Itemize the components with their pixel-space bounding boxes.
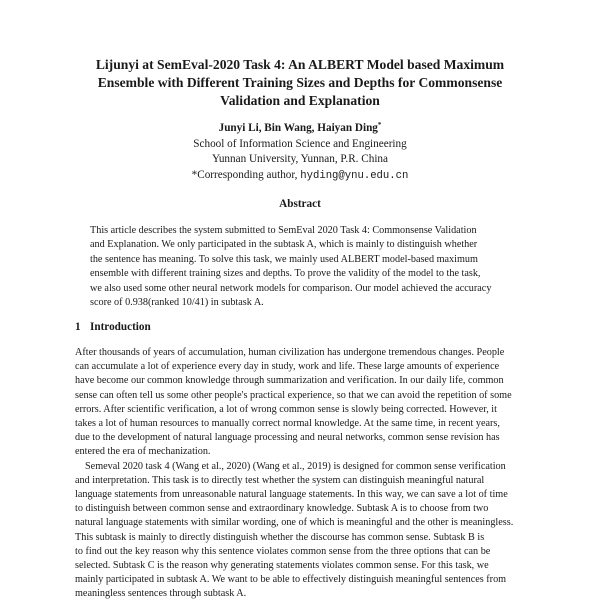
paper-title [70,56,530,110]
abstract-line: ensemble with different training sizes and depths. To prove the validity of the model to the task, [90,268,481,280]
author-names: Junyi Li, Bin Wang, Haiyan Ding* [218,121,382,134]
body-line: entered the era of mechanization. [75,446,211,458]
abstract-line: score of 0.938(ranked 10/41) in subtask A. [90,297,264,309]
title-line: Ensemble with Different Training Sizes and Depths for Commonsense [97,75,503,90]
body-line: can accumulate a lot of experience every day in study, work and life. These large amounts of experience [75,361,500,373]
body-line: selected. Subtask C is the reason why generating statements violates common sense. For this task, we [75,560,489,572]
section-title: Introduction [90,321,151,333]
body-line: Semeval 2020 task 4 (Wang et al., 2020) (Wang et al., 2019) is designed for common sense verification [85,460,506,472]
body-line: to find out the key reason why this sentence violates common sense from the three options that can be [75,545,491,557]
abstract-text [90,224,510,310]
body-line: have become our common knowledge through summarization and verification. In our daily life, common [75,375,504,387]
body-line: due to the development of natural language processing and neural networks, common sense revision has [75,432,500,444]
corresponding-author: *Corresponding author, hyding@ynu.edu.cn [191,168,409,182]
abstract-line: the sentence has meaning. To solve this task, we mainly used ALBERT model-based maximum [90,253,478,265]
abstract-heading: Abstract [279,198,321,210]
body-line: This subtask is mainly to directly distinguish whether the discourse has common sense. Subtask B is [75,531,485,543]
body-line: errors. After scientific verification, a lot of wrong common sense is slowly being corrected. However, it [75,403,497,415]
corresponding-marker: * [377,121,382,129]
abstract-line: and Explanation. We only participated in the subtask A, which is mainly to distinguish whether [90,239,478,251]
body-line: to distinguish between common sense and extraordinary knowledge. Subtask A is to choose from two [75,503,489,515]
author-block [100,118,500,184]
introduction-body [75,346,527,602]
body-line: After thousands of years of accumulation, human civilization has undergone tremendous changes. People [75,347,505,358]
title-line: Lijunyi at SemEval-2020 Task 4: An ALBERT Model based Maximum [95,57,505,72]
email-link[interactable]: hyding@ynu.edu.cn [300,169,409,182]
body-line: takes a lot of human resources to manually correct normal knowledge. At the same time, in recent years, [75,418,500,430]
section-number: 1 [75,321,81,333]
section-heading-introduction [75,321,151,333]
body-line: mainly participated in subtask A. We want to be able to effectively distinguish meaningful sentences from [75,574,507,586]
affiliation-line: School of Information Science and Engineering [193,137,407,150]
title-line: Validation and Explanation [220,93,380,108]
body-line: and interpretation. This task is to directly test whether the system can distinguish meaningful natural [75,474,485,486]
body-line: meaningless sentences through subtask A. [75,588,247,600]
abstract-line: This article describes the system submitted to SemEval 2020 Task 4: Commonsense Validation [90,225,477,236]
body-line: language statements from unreasonable natural language statements. In this way, we can save a lot of time [75,489,508,501]
body-line: natural language statements with similar wording, one of which is meaningful and the other is meaningless. [75,517,514,529]
abstract-line: we also used some other neural network models for comparison. Our model achieved the accuracy [90,282,492,294]
affiliation-line: Yunnan University, Yunnan, P.R. China [212,153,388,165]
body-line: sense can often tell us some other people's practical experience, so that we can avoid the repetition of some [75,389,512,401]
